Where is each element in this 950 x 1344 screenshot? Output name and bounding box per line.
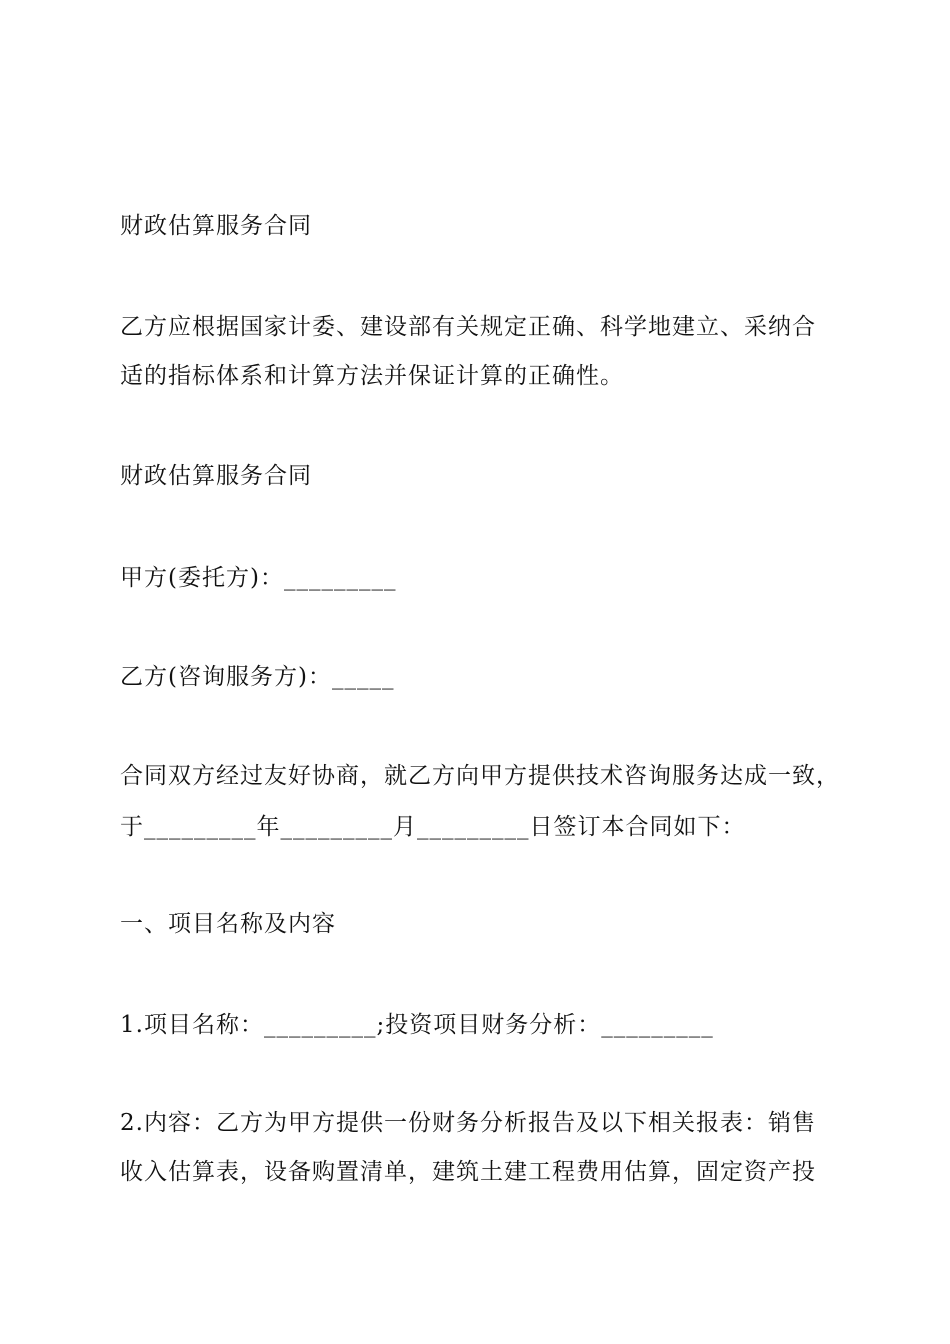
content-line: 收入估算表，设备购置清单，建筑土建工程费用估算，固定资产投 [120, 1159, 816, 1185]
party-b-line: 乙方(咨询服务方)：_____ [120, 664, 395, 690]
paragraph-line: 乙方应根据国家计委、建设部有关规定正确、科学地建立、采纳合 [120, 314, 816, 340]
project-name-line: 1.项目名称：_________;投资项目财务分析：_________ [120, 1012, 714, 1038]
section-title: 财政估算服务合同 [120, 463, 312, 489]
paragraph-line: 适的指标体系和计算方法并保证计算的正确性。 [120, 363, 624, 389]
section-heading: 一、项目名称及内容 [120, 911, 336, 937]
party-a-line: 甲方(委托方)：_________ [120, 565, 397, 591]
content-line: 2.内容：乙方为甲方提供一份财务分析报告及以下相关报表：销售 [120, 1110, 816, 1136]
signing-date-line: 于_________年_________月_________日签订本合同如下： [120, 814, 746, 840]
document-title: 财政估算服务合同 [120, 213, 312, 239]
paragraph-line: 合同双方经过友好协商，就乙方向甲方提供技术咨询服务达成一致， [120, 763, 840, 789]
